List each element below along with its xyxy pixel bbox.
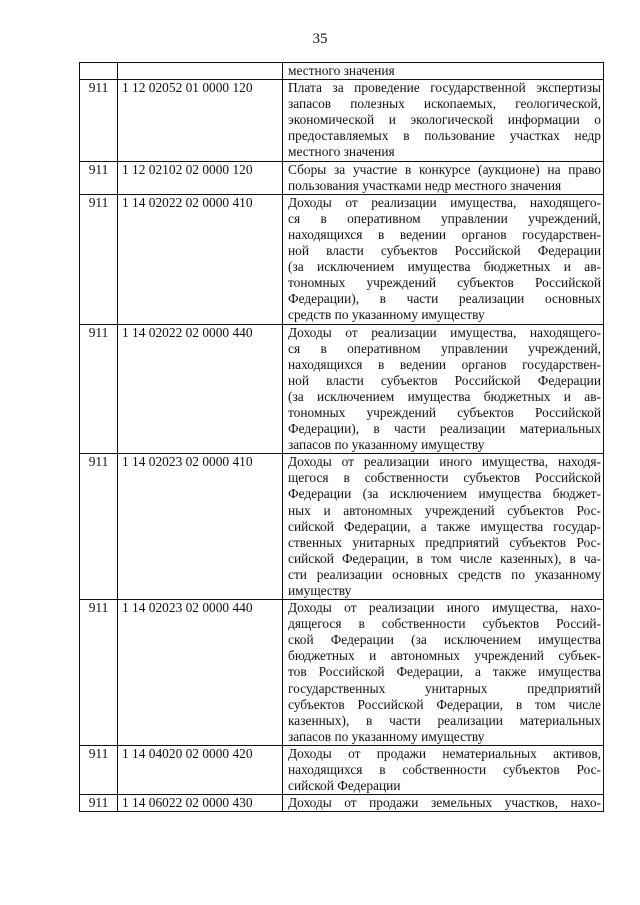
description-line: Федерации), в части реализации материальных xyxy=(288,421,601,437)
table-row xyxy=(80,194,604,324)
table-row xyxy=(80,80,604,161)
description-line: сийской Федерации, в том числе казенных), в ча- xyxy=(288,550,601,566)
administrator-code-cell: 911 xyxy=(80,745,118,794)
administrator-code-cell: 911 xyxy=(80,161,118,194)
description-line: ской Федерации (за исключением имущества xyxy=(288,632,601,648)
budget-classification-code-cell: 1 14 02023 02 0000 410 xyxy=(118,454,283,600)
description-line: ных и автономных учреждений субъектов Рос- xyxy=(288,502,601,518)
revenue-description-cell xyxy=(283,324,604,454)
description-line: имуществу xyxy=(288,583,352,598)
budget-classification-code-cell: 1 12 02102 02 0000 120 xyxy=(118,161,283,194)
budget-classification-code-cell: 1 14 02023 02 0000 440 xyxy=(118,600,283,746)
description-line: Доходы от реализации иного имущества, нахо- xyxy=(288,600,601,616)
description-line: запасов по указанному имуществу xyxy=(288,437,485,453)
description-line: Доходы от реализации имущества, находящего- xyxy=(288,194,601,210)
description-line: (за исключением имущества бюджетных и ав- xyxy=(288,388,601,404)
description-line: бюджетных и автономных учреждений субъек- xyxy=(288,648,601,664)
table-row xyxy=(80,795,604,812)
description-line: экономической и экологической информации о xyxy=(288,112,601,128)
description-line: местного значения xyxy=(288,144,395,160)
revenue-codes-table xyxy=(79,62,604,812)
budget-classification-code-cell: 1 14 04020 02 0000 420 xyxy=(118,745,283,794)
administrator-code-cell: 911 xyxy=(80,80,118,161)
budget-classification-code-cell: 1 14 02022 02 0000 410 xyxy=(118,194,283,324)
description-line: средств по указанному имуществу xyxy=(288,307,485,323)
description-line: сти реализации основных средств по указанному xyxy=(288,566,601,582)
description-line: (за исключением имущества бюджетных и ав- xyxy=(288,259,601,275)
description-line: Сборы за участие в конкурсе (аукционе) на право xyxy=(288,161,601,177)
revenue-description-cell xyxy=(283,194,604,324)
description-line: тов Российской Федерации, а также имущества xyxy=(288,664,601,680)
budget-classification-code-cell: 1 14 06022 02 0000 430 xyxy=(118,795,283,812)
description-line: дящегося в собственности субъектов Россий- xyxy=(288,616,601,632)
revenue-description-cell xyxy=(283,795,604,812)
budget-classification-code-cell: 1 14 02022 02 0000 440 xyxy=(118,324,283,454)
table-row xyxy=(80,324,604,454)
description-line: предоставляемых в пользование участках недр xyxy=(288,128,601,144)
page-number: 35 xyxy=(312,31,328,47)
revenue-description-cell xyxy=(283,161,604,194)
description-line: Федерации (за исключением имущества бюджет- xyxy=(288,486,601,502)
description-line: ственных унитарных предприятий субъектов Рос- xyxy=(288,534,601,550)
description-line: Доходы от реализации имущества, находящего- xyxy=(288,324,601,340)
description-line: ной власти субъектов Российской Федерации xyxy=(288,243,601,259)
description-line: Доходы от продажи нематериальных активов, xyxy=(288,745,601,761)
description-line: тономных учреждений субъектов Российской xyxy=(288,404,601,420)
description-line: Доходы от продажи земельных участков, нахо- xyxy=(288,795,601,811)
revenue-description-cell xyxy=(283,80,604,161)
administrator-code-cell: 911 xyxy=(80,194,118,324)
description-line: тономных учреждений субъектов Российской xyxy=(288,275,601,291)
revenue-description-cell xyxy=(283,745,604,794)
table-row xyxy=(80,161,604,194)
description-line: пользования участками недр местного значения xyxy=(288,177,562,193)
description-line: ся в оперативном управлении учреждений, xyxy=(288,210,601,226)
description-line: сийской Федерации, а также имущества государ- xyxy=(288,518,601,534)
table-row xyxy=(80,600,604,746)
administrator-code-cell: 911 xyxy=(80,795,118,812)
description-line: ся в оперативном управлении учреждений, xyxy=(288,340,601,356)
description-line: местного значения xyxy=(288,63,395,78)
revenue-description-cell xyxy=(283,63,604,80)
description-line: запасов полезных ископаемых, геологической, xyxy=(288,96,601,112)
administrator-code-cell: 911 xyxy=(80,324,118,454)
description-line: Федерации), в части реализации основных xyxy=(288,291,601,307)
table-row xyxy=(80,745,604,794)
revenue-codes-table-body xyxy=(80,63,604,812)
administrator-code-cell: 911 xyxy=(80,454,118,600)
revenue-description-cell xyxy=(283,600,604,746)
description-line: сийской Федерации xyxy=(288,778,401,794)
description-line: государственных унитарных предприятий xyxy=(288,680,601,696)
administrator-code-cell xyxy=(80,63,118,80)
description-line: находящихся в ведении органов государствен- xyxy=(288,226,601,242)
administrator-code-cell: 911 xyxy=(80,600,118,746)
description-line: Доходы от реализации иного имущества, находя- xyxy=(288,454,601,470)
budget-classification-code-cell xyxy=(118,63,283,80)
description-line: запасов по указанному имуществу xyxy=(288,728,485,744)
description-line: ной власти субъектов Российской Федерации xyxy=(288,372,601,388)
revenue-description-cell xyxy=(283,454,604,600)
table-row xyxy=(80,454,604,600)
description-line: находящихся в собственности субъектов Рос- xyxy=(288,762,601,778)
description-line: субъектов Российской Федерации, в том числе xyxy=(288,696,601,712)
description-line: находящихся в ведении органов государствен- xyxy=(288,356,601,372)
budget-classification-code-cell: 1 12 02052 01 0000 120 xyxy=(118,80,283,161)
description-line: казенных), в части реализации материальных xyxy=(288,712,601,728)
table-row xyxy=(80,63,604,80)
description-line: щегося в собственности субъектов Российской xyxy=(288,470,601,486)
description-line: Плата за проведение государственной экспертизы xyxy=(288,80,601,96)
